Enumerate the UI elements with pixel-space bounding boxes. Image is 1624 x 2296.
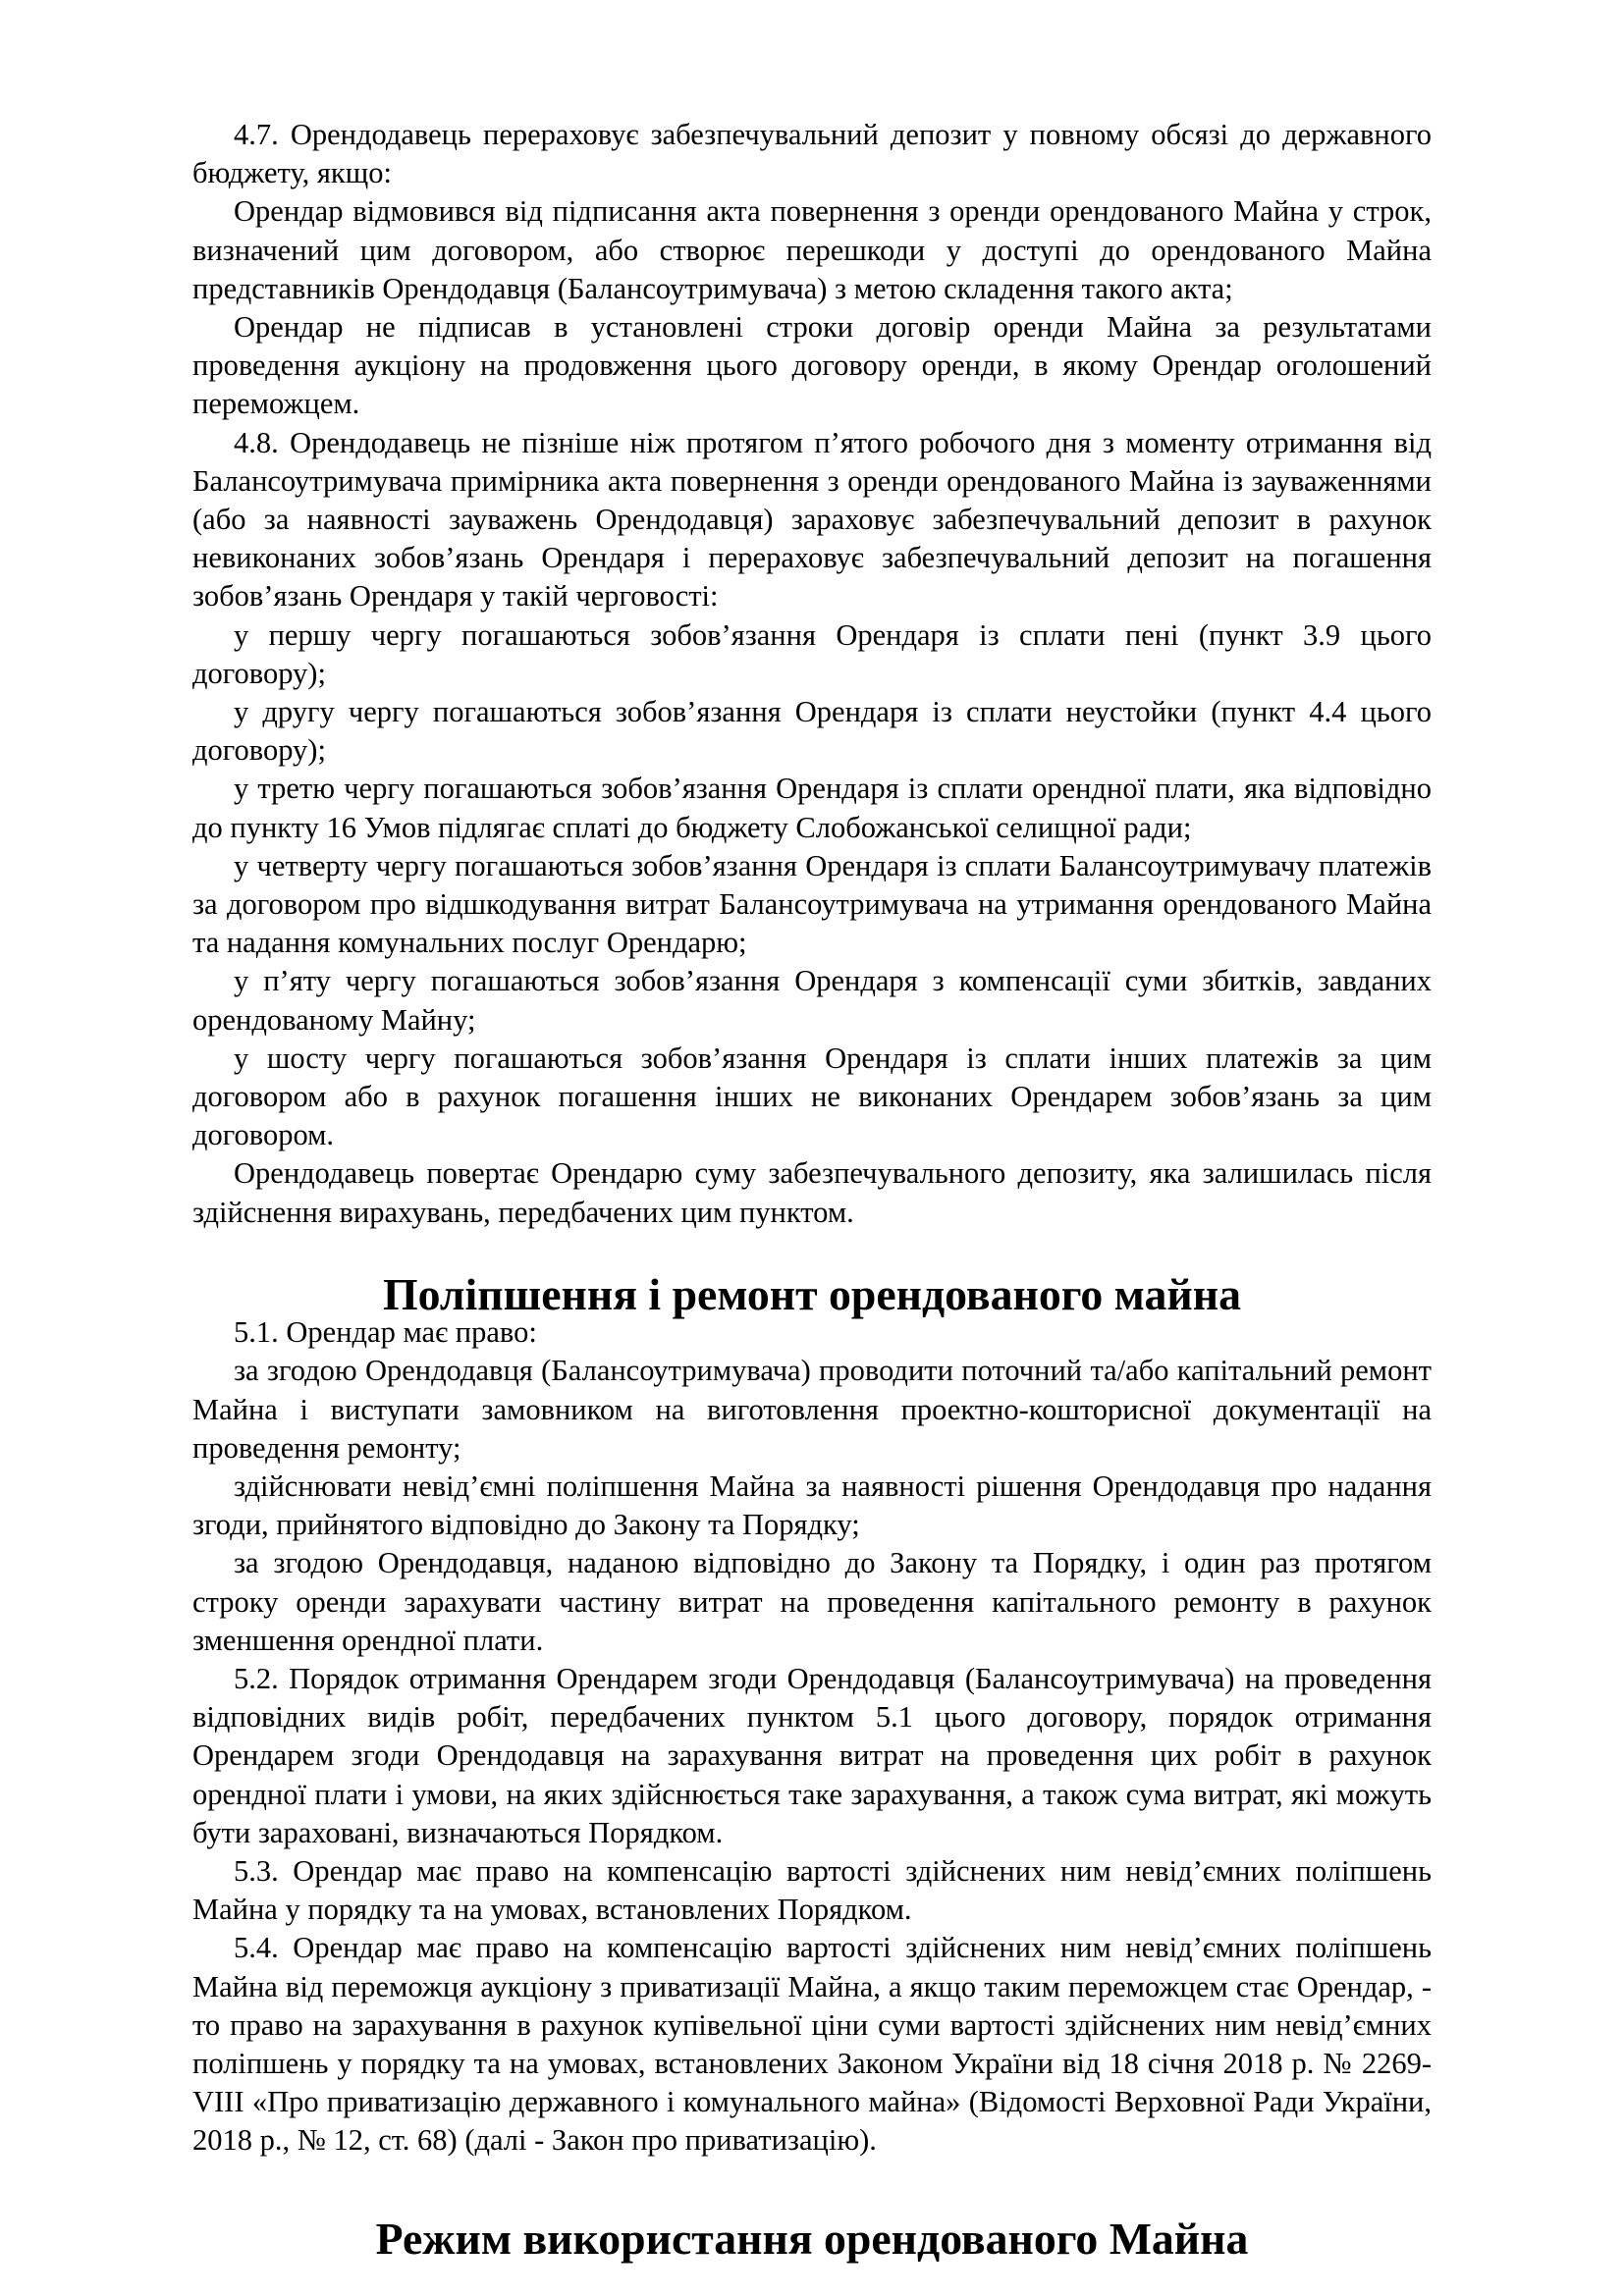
- paragraph-5-1-improvements: здійснювати невід’ємні поліпшення Майна за наявності рішення Орендодавця про надання згоди, прийнятого відповідно до Закону та Порядку;: [192, 1468, 1432, 1542]
- paragraph-priority-1: у першу чергу погашаються зобов’язання Орендаря із сплати пені (пункт 3.9 цього договору);: [192, 617, 1432, 690]
- paragraph-5-1-offset: за згодою Орендодавця, наданою відповідно до Закону та Порядку, і один раз протягом строку оренди зарахувати частину витрат на проведення капітального ремонту в рахунок зменшення орендної плати.: [192, 1546, 1432, 1657]
- section-heading-usage: Режим використання орендованого Майна: [375, 2213, 1249, 2264]
- section-heading-improvement: Поліпшення і ремонт орендованого майна: [383, 1268, 1241, 1319]
- paragraph-5-1: 5.1. Орендар має право:: [234, 1315, 537, 1350]
- paragraph-deposit-return: Орендодавець повертає Орендарю суму забезпечувального депозиту, яка залишилась після здійснення вирахувань, передбачених цим пунктом.: [192, 1156, 1432, 1229]
- paragraph-5-3: 5.3. Орендар має право на компенсацію вартості здійснених ним невід’ємних поліпшень Майна у порядку та на умовах, встановлених Порядком.: [192, 1853, 1432, 1927]
- paragraph-priority-2: у другу чергу погашаються зобов’язання Орендаря із сплати неустойки (пункт 4.4 цього договору);: [192, 695, 1432, 768]
- paragraph-priority-3: у третю чергу погашаються зобов’язання Орендаря із сплати орендної плати, яка відповідно до пункту 16 Умов підлягає сплаті до бюджету Слобожанської селищної ради;: [192, 772, 1432, 844]
- paragraph-5-2: 5.2. Порядок отримання Орендарем згоди Орендодавця (Балансоутримувача) на проведення відповідних видів робіт, передбачених пунктом 5.1 цього договору, порядок отримання Орендарем згоди Орендодавця на зарахування витрат на проведення цих робіт в рахунок орендної плати і умови, на яких здійснюється таке зарахування, а також сума витрат, які можуть бути зараховані, визначаються Порядком.: [192, 1661, 1432, 1849]
- document-page: [192, 116, 1432, 2264]
- paragraph-5-1-repair: за згодою Орендодавця (Балансоутримувача) проводити поточний та/або капітальний ремонт Майна і виступати замовником на виготовлення проектно-кошторисної документації на проведення ремонту;: [192, 1354, 1432, 1465]
- paragraph-priority-5: у п’яту чергу погашаються зобов’язання Орендаря з компенсації суми збитків, завданих орендованому Майну;: [192, 964, 1432, 1037]
- paragraph-4-7-refusal: Орендар відмовився від підписання акта повернення з оренди орендованого Майна у строк, визначений цим договором, або створює перешкоди у доступі до орендованого Майна представників Орендодавця (Балансоутримувача) з метою складення такого акта;: [192, 194, 1432, 305]
- paragraph-5-4: 5.4. Орендар має право на компенсацію вартості здійснених ним невід’ємних поліпшень Майна від переможця аукціону з приватизації Майна, а якщо таким переможцем стає Орендар, - то право на зарахування в рахунок купівельної ціни суми вартості здійснених ним невід’ємних поліпшень у порядку та на умовах, встановлених Законом України від 18 січня 2018 р. № 2269-VIII «Про приватизацію державного і комунального майна» (Відомості Верховної Ради України, 2018 р., № 12, ст. 68) (далі - Закон про приватизацію).: [192, 1931, 1432, 2158]
- paragraph-4-7: 4.7. Орендодавець перераховує забезпечувальний депозит у повному обсязі до державного бюджету, якщо:: [192, 118, 1432, 190]
- paragraph-priority-4: у четверту чергу погашаються зобов’язання Орендаря із сплати Балансоутримувачу платежів за договором про відшкодування витрат Балансоутримувача на утримання орендованого Майна та надання комунальних послуг Орендарю;: [192, 848, 1432, 960]
- paragraph-4-7-not-signed: Орендар не підписав в установлені строки договір оренди Майна за результатами проведення аукціону на продовження цього договору оренди, в якому Орендар оголошений переможцем.: [192, 310, 1432, 421]
- paragraph-4-8: 4.8. Орендодавець не пізніше ніж протягом п’ятого робочого дня з моменту отримання від Балансоутримувача примірника акта повернення з оренди орендованого Майна із зауваженнями (або за наявності зауважень Орендодавця) зараховує забезпечувальний депозит в рахунок невиконаних зобов’язань Орендаря і перераховує забезпечувальний депозит на погашення зобов’язань Орендаря у такій черговості:: [192, 425, 1432, 614]
- paragraph-priority-6: у шосту чергу погашаються зобов’язання Орендаря із сплати інших платежів за цим договором або в рахунок погашення інших не виконаних Орендарем зобов’язань за цим договором.: [192, 1041, 1432, 1152]
